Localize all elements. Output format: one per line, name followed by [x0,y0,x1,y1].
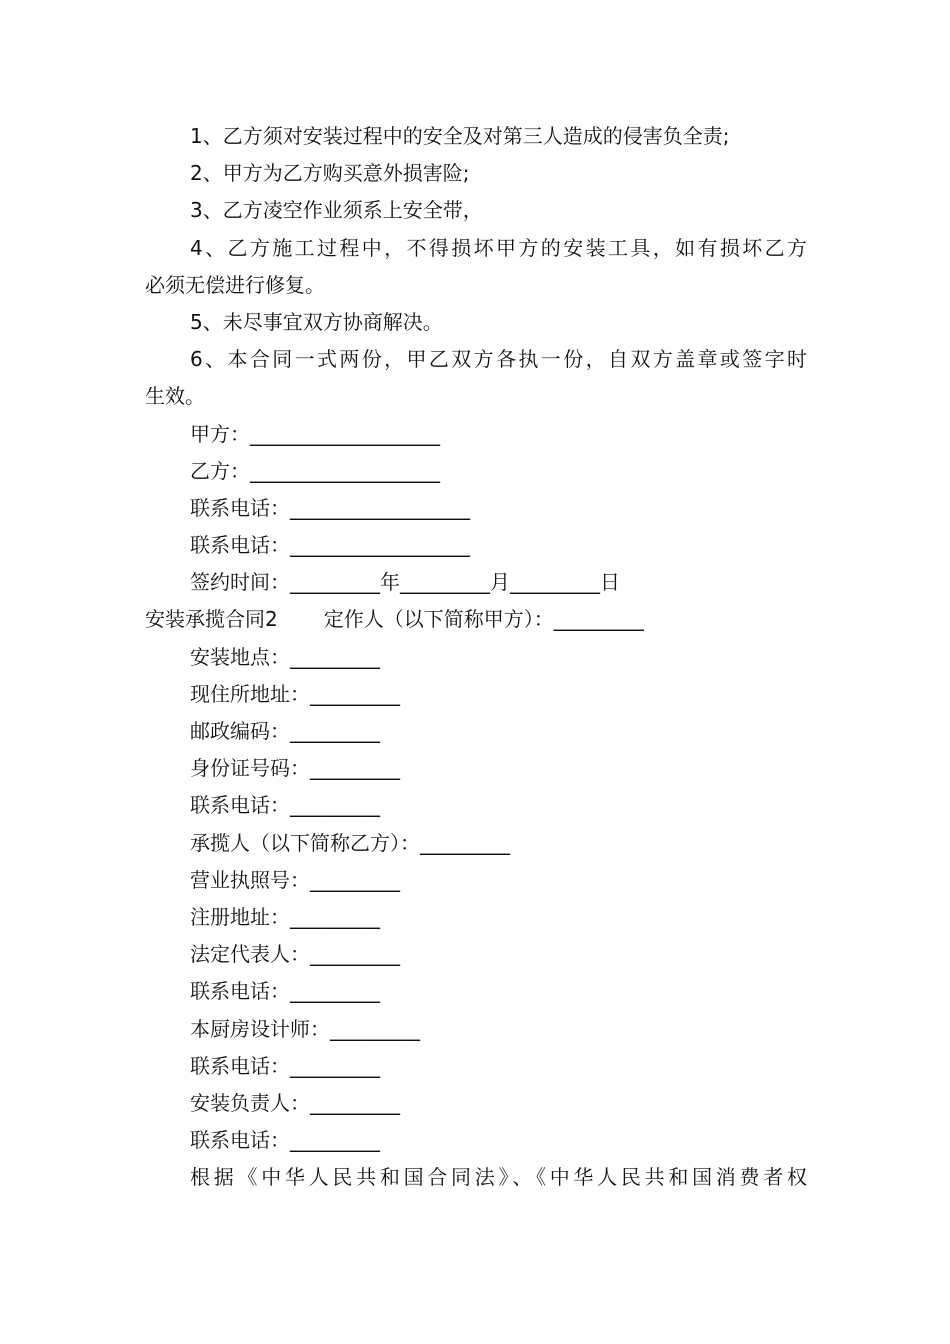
clause-3: 3、乙方凌空作业须系上安全带， [190,198,483,223]
party-b-signature-line: 乙方：___________________ [190,458,440,483]
business-license-field: 营业执照号：_________ [190,867,400,892]
section-heading-row [145,601,807,638]
contact-phone-line: 联系电话：__________________ [190,495,470,520]
contact-phone-field: 联系电话：_________ [190,1053,380,1078]
clause-5: 5、未尽事宜双方协商解决。 [190,309,443,334]
contact-phone-field: 联系电话：_________ [190,793,380,818]
residence-address-field: 现住所地址：_________ [190,681,400,706]
client-line: 定作人（以下简称甲方）：_________ [323,607,644,632]
document-body [145,118,807,1196]
contractor-field: 承揽人（以下简称乙方）：_________ [190,830,510,855]
signing-date-line: 签约时间：_________年_________月_________日 [190,570,620,595]
clause-6-line-2: 生效。 [145,384,205,409]
legal-basis-line: 根据《中华人民共和国合同法》、《中华人民共和国消费者权 [190,1165,807,1190]
legal-representative-field: 法定代表人：_________ [190,942,400,967]
registered-address-field: 注册地址：_________ [190,904,380,929]
contact-phone-field: 联系电话：_________ [190,979,380,1004]
clause-1: 1、乙方须对安装过程中的安全及对第三人造成的侵害负全责; [190,124,730,148]
install-location-field: 安装地点：_________ [190,644,380,669]
contact-phone-line: 联系电话：__________________ [190,533,470,558]
clause-2: 2、甲方为乙方购买意外损害险; [190,161,470,186]
postal-code-field: 邮政编码：_________ [190,719,380,743]
kitchen-designer-field: 本厨房设计师：_________ [190,1016,420,1041]
clause-6-line-1: 6、本合同一式两份，甲乙双方各执一份，自双方盖章或签字时 [190,347,807,372]
id-number-field: 身份证号码：_________ [190,756,400,781]
install-manager-field: 安装负责人：_________ [190,1090,400,1115]
clause-4-line-2: 必须无偿进行修复。 [145,272,325,297]
party-a-signature-line: 甲方：___________________ [190,421,440,446]
contact-phone-field: 联系电话：_________ [190,1128,380,1153]
section-title: 安装承揽合同2 [145,607,278,632]
clause-4-line-1: 4、乙方施工过程中，不得损坏甲方的安装工具，如有损坏乙方 [190,235,807,260]
